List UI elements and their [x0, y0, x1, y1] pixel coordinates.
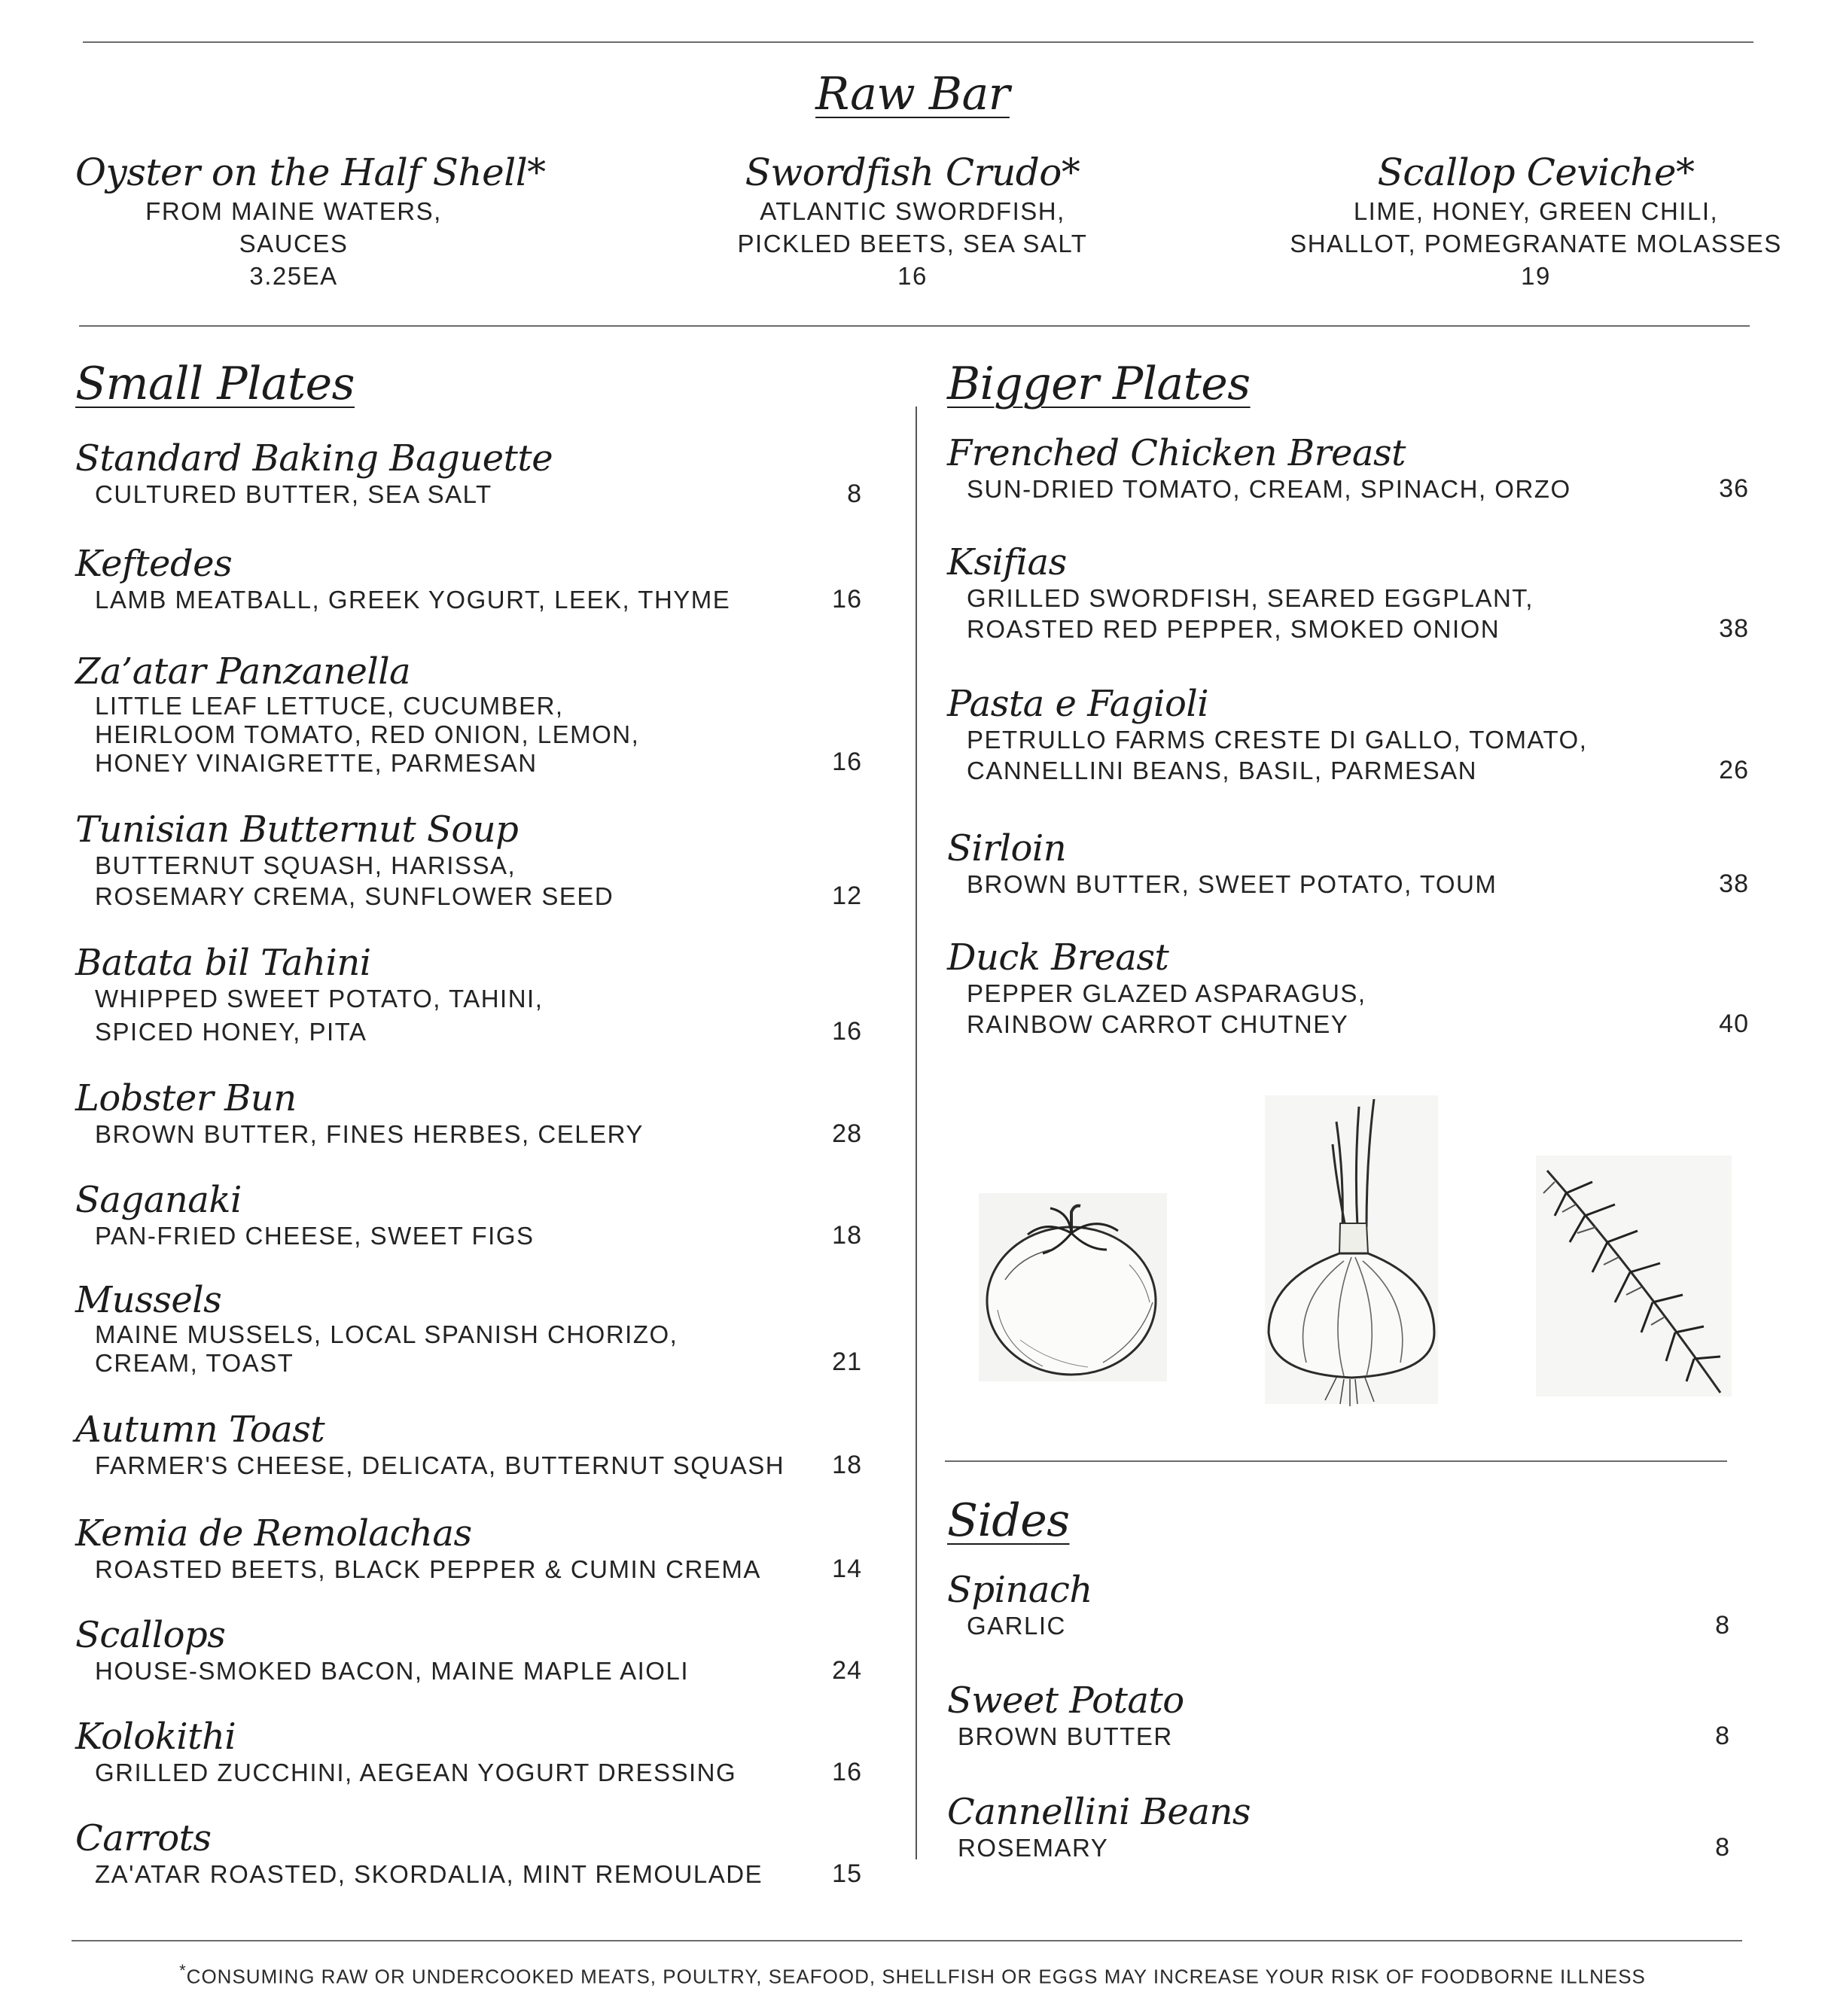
raw-item-name: Oyster on the Half Shell* — [75, 151, 546, 194]
small-plate-item — [75, 1280, 862, 1378]
item-name: Autumn Toast — [75, 1408, 325, 1451]
item-desc-line: ROSEMARY CREMA, SUNFLOWER SEED — [95, 882, 614, 910]
item-desc-line: GRILLED SWORDFISH, SEARED EGGPLANT, — [967, 584, 1534, 612]
item-desc-line: ZA'ATAR ROASTED, SKORDALIA, MINT REMOULADE — [95, 1860, 763, 1888]
item-name: Tunisian Butternut Soup — [75, 809, 519, 851]
item-price: 14 — [832, 1555, 862, 1583]
item-desc-line: ROSEMARY — [958, 1834, 1109, 1862]
footnote-marker: * — [179, 1961, 187, 1980]
item-name: Za’atar Panzanella — [75, 650, 411, 693]
small-plate-item — [75, 544, 862, 615]
item-desc-line: HOUSE-SMOKED BACON, MAINE MAPLE AIOLI — [95, 1657, 689, 1685]
item-name: Pasta e Fagioli — [947, 683, 1209, 725]
item-desc-line: BROWN BUTTER — [958, 1722, 1173, 1750]
raw-item-price: 19 — [1521, 262, 1551, 290]
item-name: Ksifias — [947, 541, 1067, 583]
item-desc-line: ROASTED BEETS, BLACK PEPPER & CUMIN CREMA — [95, 1555, 761, 1583]
item-desc-line: ROASTED RED PEPPER, SMOKED ONION — [967, 615, 1501, 643]
item-desc-line: PEPPER GLAZED ASPARAGUS, — [967, 979, 1366, 1007]
item-name: Scallops — [75, 1614, 226, 1656]
item-name: Duck Breast — [947, 936, 1169, 979]
raw-item-desc-line: FROM MAINE WATERS, — [145, 197, 442, 225]
raw-item-price: 3.25EA — [249, 262, 338, 290]
raw-bar-title: Raw Bar — [815, 68, 1010, 120]
footnote-text: CONSUMING RAW OR UNDERCOOKED MEATS, POULTRY, SEAFOOD, SHELLFISH OR EGGS MAY INCREASE YOUR RISK OF FOODBORNE ILLNESS — [186, 1965, 1646, 1988]
item-desc-line: HEIRLOOM TOMATO, RED ONION, LEMON, — [95, 720, 640, 748]
item-name: Lobster Bun — [75, 1077, 297, 1119]
item-price: 12 — [832, 882, 862, 910]
side-item — [947, 1680, 1730, 1752]
item-desc-line: GARLIC — [967, 1612, 1066, 1640]
small-plate-item — [75, 438, 862, 510]
small-plate-item — [75, 1409, 862, 1481]
raw-item-price: 16 — [897, 262, 928, 290]
raw-item-desc-line: SHALLOT, POMEGRANATE MOLASSES — [1290, 230, 1782, 257]
item-name: Mussels — [75, 1279, 222, 1321]
small-plate-item — [75, 1716, 862, 1788]
rosemary-icon — [1532, 1152, 1735, 1400]
item-desc-line: CREAM, TOAST — [95, 1349, 294, 1377]
footnote — [0, 1961, 1825, 1989]
item-price: 8 — [1715, 1833, 1730, 1862]
item-price: 8 — [847, 480, 862, 508]
small-plate-item — [75, 809, 862, 912]
item-desc-line: LITTLE LEAF LETTUCE, CUCUMBER, — [95, 692, 564, 720]
item-desc-line: PETRULLO FARMS CRESTE DI GALLO, TOMATO, — [967, 726, 1588, 754]
small-plate-item — [75, 1818, 862, 1890]
item-desc-line: CANNELLINI BEANS, BASIL, PARMESAN — [967, 757, 1477, 784]
raw-bar-item — [75, 151, 546, 291]
bottom-divider — [72, 1940, 1742, 1941]
item-name: Saganaki — [75, 1179, 242, 1221]
item-name: Keftedes — [75, 543, 233, 585]
item-desc-line: GRILLED ZUCCHINI, AEGEAN YOGURT DRESSING — [95, 1759, 737, 1786]
bigger-plate-item — [947, 937, 1749, 1040]
bigger-plate-item — [947, 542, 1749, 644]
bigger-plates-title: Bigger Plates — [947, 358, 1251, 410]
raw-item-desc-line: LIME, HONEY, GREEN CHILI, — [1353, 197, 1719, 225]
item-desc-line: MAINE MUSSELS, LOCAL SPANISH CHORIZO, — [95, 1320, 678, 1348]
tomato-icon — [975, 1189, 1171, 1385]
column-divider — [916, 407, 917, 1859]
item-desc-line: FARMER'S CHEESE, DELICATA, BUTTERNUT SQUASH — [95, 1451, 785, 1479]
item-price: 38 — [1719, 869, 1749, 898]
small-plate-item — [75, 1513, 862, 1585]
item-price: 18 — [832, 1221, 862, 1250]
small-plate-item — [75, 651, 862, 778]
item-name: Sweet Potato — [947, 1679, 1184, 1722]
bigger-plate-item — [947, 684, 1749, 786]
item-price: 36 — [1719, 474, 1749, 503]
bigger-plate-item — [947, 433, 1749, 504]
item-price: 16 — [832, 1758, 862, 1786]
item-price: 16 — [832, 748, 862, 776]
item-desc-line: BROWN BUTTER, SWEET POTATO, TOUM — [967, 870, 1497, 898]
item-name: Sirloin — [947, 827, 1067, 869]
item-name: Cannellini Beans — [947, 1791, 1251, 1833]
top-divider — [83, 41, 1753, 43]
item-price: 24 — [832, 1656, 862, 1685]
item-price: 40 — [1719, 1010, 1749, 1038]
item-price: 8 — [1715, 1611, 1730, 1640]
raw-item-name: Swordfish Crudo* — [745, 151, 1080, 194]
garlic-icon — [1261, 1092, 1442, 1408]
side-item — [947, 1792, 1730, 1863]
small-plate-item — [75, 1615, 862, 1686]
item-desc-line: RAINBOW CARROT CHUTNEY — [967, 1010, 1349, 1038]
item-price: 16 — [832, 585, 862, 614]
item-price: 18 — [832, 1451, 862, 1479]
item-name: Spinach — [947, 1569, 1092, 1611]
item-price: 38 — [1719, 614, 1749, 643]
sides-title: Sides — [947, 1494, 1070, 1547]
item-price: 21 — [832, 1348, 862, 1376]
raw-item-desc-line: SAUCES — [239, 230, 349, 257]
item-name: Kemia de Remolachas — [75, 1512, 472, 1555]
raw-item-desc-line: PICKLED BEETS, SEA SALT — [737, 230, 1088, 257]
item-name: Frenched Chicken Breast — [947, 432, 1406, 474]
item-price: 15 — [832, 1859, 862, 1888]
small-plate-item — [75, 1180, 862, 1251]
item-desc-line: SPICED HONEY, PITA — [95, 1018, 367, 1046]
raw-bar-item — [1280, 151, 1792, 291]
side-item — [947, 1570, 1730, 1641]
item-desc-line: LAMB MEATBALL, GREEK YOGURT, LEEK, THYME — [95, 586, 731, 614]
raw-bar-divider — [79, 325, 1750, 327]
item-name: Batata bil Tahini — [75, 942, 371, 984]
sides-divider — [945, 1460, 1727, 1462]
item-name: Standard Baking Baguette — [75, 437, 553, 480]
small-plate-item — [75, 1078, 862, 1150]
item-desc-line: HONEY VINAIGRETTE, PARMESAN — [95, 749, 538, 777]
item-desc-line: BROWN BUTTER, FINES HERBES, CELERY — [95, 1120, 644, 1148]
item-name: Kolokithi — [75, 1716, 236, 1758]
raw-item-desc-line: ATLANTIC SWORDFISH, — [760, 197, 1065, 225]
bigger-plate-item — [947, 828, 1749, 900]
small-plate-item — [75, 943, 862, 1047]
item-desc-line: BUTTERNUT SQUASH, HARISSA, — [95, 851, 516, 879]
item-desc-line: PAN-FRIED CHEESE, SWEET FIGS — [95, 1222, 535, 1250]
item-name: Carrots — [75, 1817, 212, 1859]
item-price: 8 — [1715, 1722, 1730, 1750]
small-plates-title: Small Plates — [75, 358, 355, 410]
raw-bar-item — [687, 151, 1138, 291]
item-price: 26 — [1719, 756, 1749, 784]
item-desc-line: SUN-DRIED TOMATO, CREAM, SPINACH, ORZO — [967, 475, 1571, 503]
item-price: 28 — [832, 1119, 862, 1148]
item-desc-line: CULTURED BUTTER, SEA SALT — [95, 480, 492, 508]
raw-item-name: Scallop Ceviche* — [1377, 151, 1695, 194]
item-price: 16 — [832, 1017, 862, 1046]
item-desc-line: WHIPPED SWEET POTATO, TAHINI, — [95, 985, 544, 1013]
